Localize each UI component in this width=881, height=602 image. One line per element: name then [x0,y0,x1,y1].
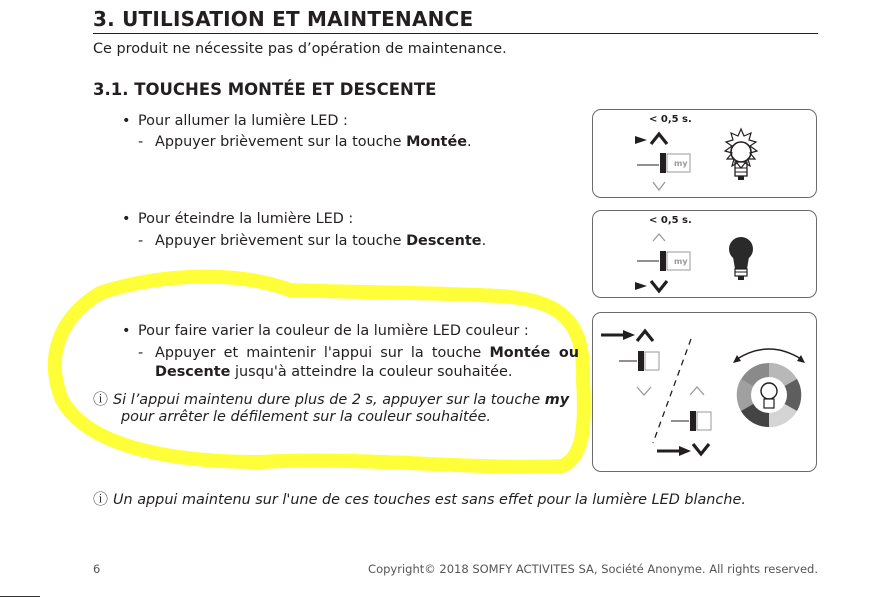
figure-led-color [592,312,817,472]
figure-led-off [592,210,817,298]
bullet-dot: • [122,113,131,129]
bullet-dot: • [122,323,131,339]
switch-handle [638,351,644,371]
info-icon: ⓘ [93,390,109,408]
arrow-right-icon [623,330,635,340]
figure-led-on [592,109,817,198]
curved-arrow-left-icon [733,355,741,363]
dash-mark: - [138,345,144,361]
curved-arrow-right-icon [797,355,805,363]
title-rule [93,33,818,34]
dash-mark: - [138,134,144,150]
section-title: 3. UTILISATION ET MAINTENANCE [93,7,474,31]
led-color-illustration [593,313,816,471]
my-label: my [674,257,688,266]
arrow-right-icon [679,446,691,456]
switch-handle [660,251,666,271]
chevron-down-icon [637,387,651,395]
chevron-up-icon [653,234,665,241]
duration-label: < 0,5 s. [649,114,692,125]
subsection-title: 3.1. TOUCHES MONTÉE ET DESCENTE [93,80,437,99]
switch-handle [690,411,696,431]
info-icon: ⓘ [93,490,109,508]
chevron-up-icon [637,331,653,341]
note-hold-my-cont: pour arrêter le défilement sur la couleur souhaitée. [121,409,491,425]
section-intro: Ce produit ne nécessite pas d’opération de maintenance. [93,41,507,57]
step-item-3: - Appuyer et maintenir l'appui sur la touche Montée ou [138,345,579,361]
bullet-item-3: • Pour faire varier la couleur de la lumière LED couleur : [122,323,529,339]
bullet-item-1: • Pour allumer la lumière LED : [122,113,348,129]
duration-label: < 0,5 s. [649,215,692,226]
arrow-right-icon [635,282,647,290]
bulb-off-icon [729,237,753,280]
chevron-up-icon [690,387,704,395]
step-item-2: - Appuyer brièvement sur la touche Descente. [138,233,487,249]
my-key [645,352,659,370]
my-key [697,412,711,430]
led-off-illustration [593,211,816,297]
chevron-down-icon [651,281,667,291]
note-hold-my: ⓘ Si l’appui maintenu dure plus de 2 s, appuyer sur la touche my [93,390,570,408]
led-on-illustration [593,110,816,197]
dash-mark: - [138,233,144,249]
note-white-led: ⓘ Un appui maintenu sur l'une de ces touches est sans effet pour la lumière LED blanche. [93,490,746,508]
arrow-right-icon [635,136,647,144]
step-item-3-cont: Descente jusqu'à atteindre la couleur souhaitée. [155,364,513,380]
copyright: Copyright© 2018 SOMFY ACTIVITES SA, Société Anonyme. All rights reserved. [368,562,818,576]
my-label: my [674,159,688,168]
chevron-down-icon [693,444,709,454]
bullet-item-2: • Pour éteindre la lumière LED : [122,211,354,227]
corner-mark [0,596,40,597]
switch-handle [660,153,666,173]
step-item-1: - Appuyer brièvement sur la touche Montée. [138,134,472,150]
color-wheel-icon [733,349,805,427]
chevron-down-icon [653,182,665,190]
bulb-on-icon [725,129,757,180]
page-number: 6 [93,562,101,576]
bullet-dot: • [122,211,131,227]
chevron-up-icon [651,134,667,144]
